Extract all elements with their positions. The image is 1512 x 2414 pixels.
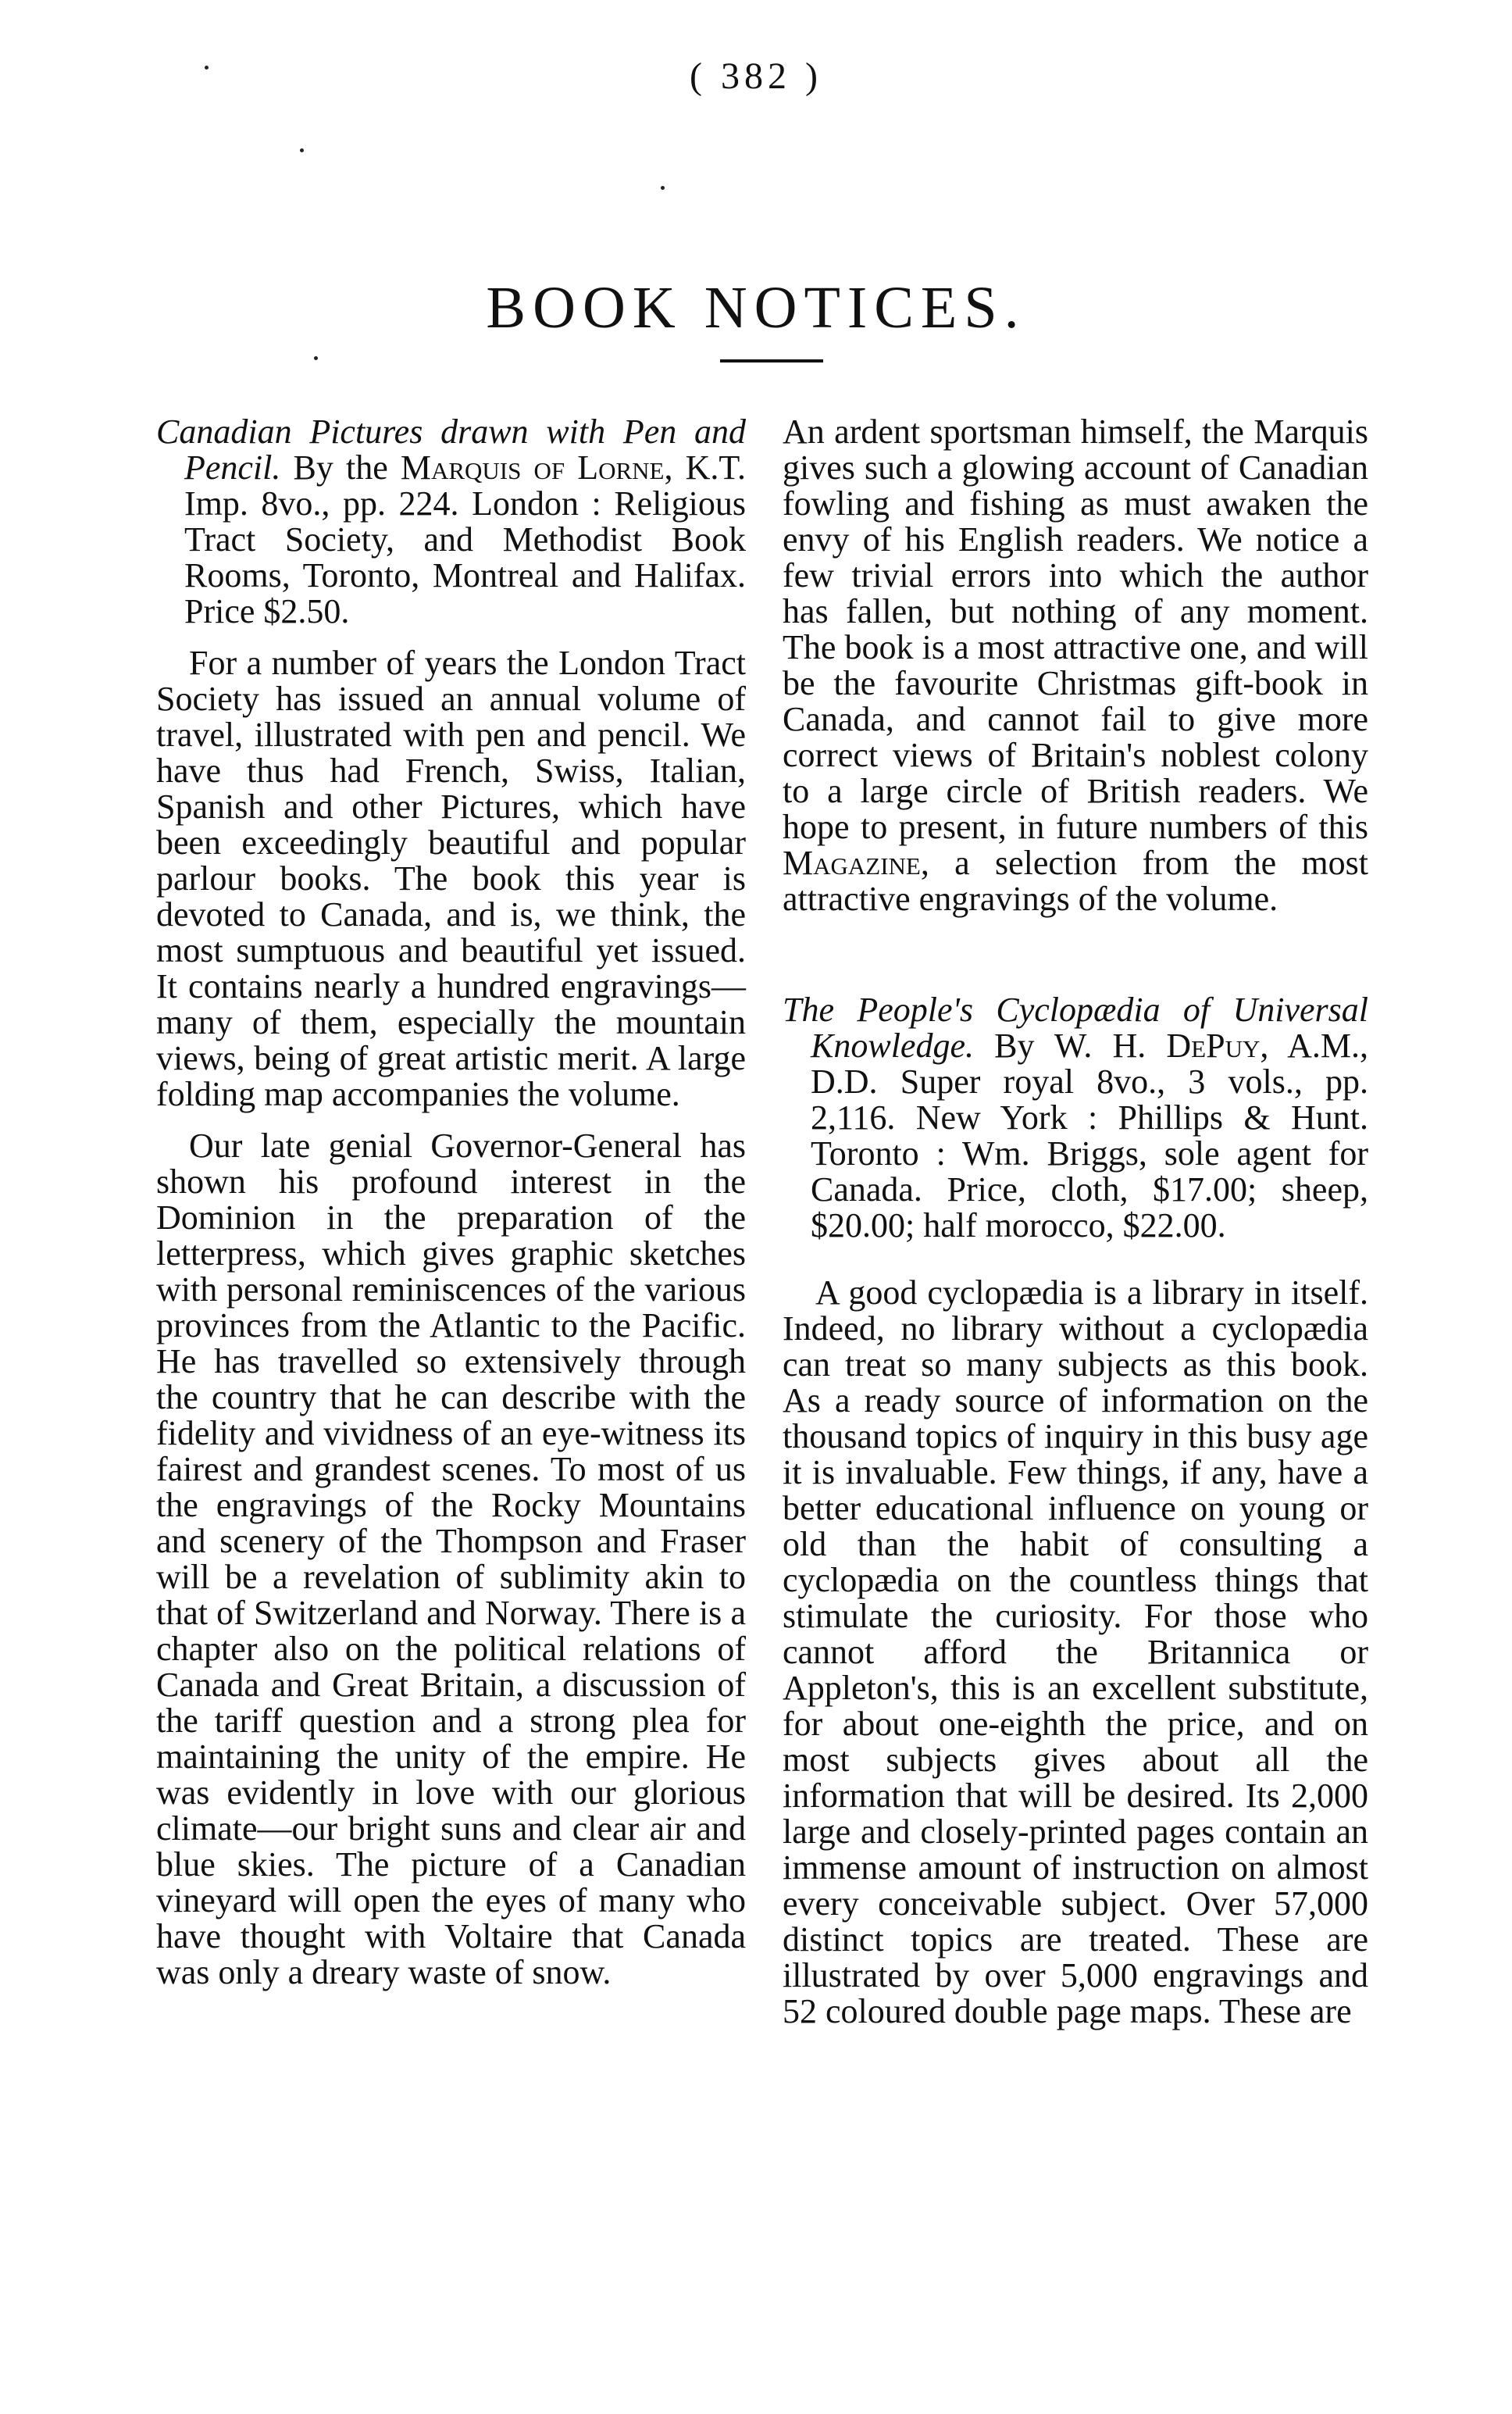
book-details: , A.M., D.D. Super royal 8vo., 3 vols., pp. 2,116. New York : Phillips & Hunt. Toronto : Wm. Briggs, sole agent for Canada. Price, cloth, $17.00; sheep, $20.00; half morocco, $22.00. (811, 1027, 1368, 1244)
book-details: , K.T. Imp. 8vo., pp. 224. London : Religious Tract Society, and Methodist Book Rooms, Toronto, Montreal and Halifax. Price $2.50. (184, 448, 747, 630)
magazine-name: Magazine (783, 844, 921, 882)
book-notice-heading (783, 992, 1368, 1244)
right-column (783, 414, 1368, 2030)
print-speck (314, 356, 318, 360)
paragraph-text: An ardent sportsman himself, the Marquis gives such a glowing account of Canadian fowling and fishing as must awaken the envy of his English readers. We notice a few trivial errors into which the author has fallen, but nothing of any moment. The book is a most attractive one, and will be the favourite Christmas gift-book in Canada, and cannot fail to give more correct views of Britain's noblest colony to a large circle of British readers. We hope to present, in future numbers of this (783, 412, 1368, 846)
print-speck (205, 66, 209, 70)
review-paragraph: For a number of years the London Tract Society has issued an annual volume of travel, illustrated with pen and pencil. We have thus had French, Swiss, Italian, Spanish and other Pictures, which have been exceedingly beautiful and popular parlour books. The book this year is devoted to Canada, and is, we think, the most sumptuous and beautiful yet issued. It contains nearly a hundred engravings—many of them, especially the mountain views, being of great artistic merit. A large folding map accompanies the volume. (156, 644, 746, 1113)
review-paragraph (783, 414, 1368, 917)
book-notice-heading (156, 414, 746, 630)
by-text: By the (280, 448, 401, 487)
book-author: DePuy (1166, 1027, 1261, 1065)
review-paragraph: Our late genial Governor-General has shown his profound interest in the Dominion in the preparation of the letterpress, which gives graphic sketches with personal reminiscences of the various provinces from the Atlantic to the Pacific. He has travelled so extensively through the country that he can describe with the fidelity and vividness of an eye-witness its fairest and grandest scenes. To most of us the engravings of the Rocky Mountains and scenery of the Thompson and Fraser will be a revelation of sublimity akin to that of Switzerland and Norway. There is a chapter also on the political relations of Canada and Great Britain, a discussion of the tariff question and a strong plea for maintaining the unity of the empire. He was evidently in love with our glorious climate—our bright suns and clear air and blue skies. The picture of a Canadian vineyard will open the eyes of many who have thought with Voltaire that Canada was only a dreary waste of snow. (156, 1127, 746, 1991)
review-paragraph: A good cyclopædia is a library in itself. Indeed, no library without a cyclopædia can treat so many subjects as this book. As a ready source of information on the thousand topics of inquiry in this busy age it is invaluable. Few things, if any, have a better educational influence on young or old than the habit of consulting a cyclopædia on the countless things that stimulate the curiosity. For those who cannot afford the Britannica or Appleton's, this is an excellent substitute, for about one-eighth the price, and on most subjects gives about all the information that will be desired. Its 2,000 large and closely-printed pages contain an immense amount of instruction on almost every conceivable subject. Over 57,000 distinct topics are treated. These are illustrated by over 5,000 engravings and 52 coloured double page maps. These are (783, 1273, 1368, 2030)
print-speck (661, 186, 665, 190)
book-author: Marquis of Lorne (400, 448, 665, 487)
book-title: The People's Cyclopædia of Universal Knowledge. (783, 991, 1368, 1065)
left-column (156, 414, 746, 1991)
page-title: BOOK NOTICES. (486, 274, 1026, 341)
by-text: By W. H. (973, 1027, 1167, 1065)
print-speck (300, 148, 304, 152)
page-number: ( 382 ) (690, 55, 822, 97)
title-rule (720, 359, 823, 362)
book-title: Canadian Pictures drawn with Pen and Pencil. (156, 412, 746, 487)
paragraph-text: , a selection from the most attractive engravings of the volume. (783, 844, 1368, 918)
